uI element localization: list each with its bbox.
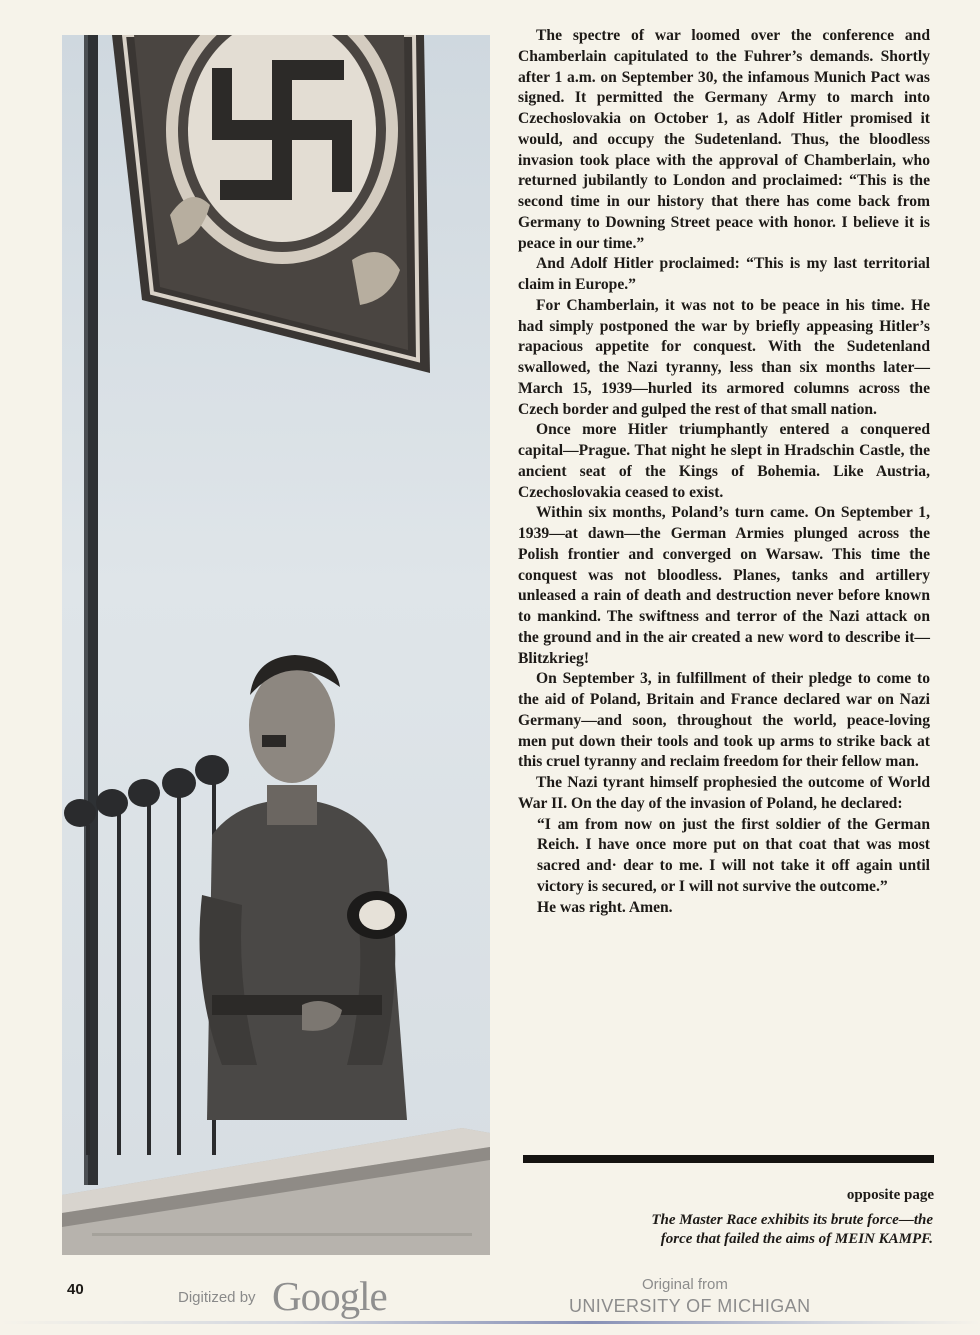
university-label: UNIVERSITY OF MICHIGAN	[569, 1296, 811, 1316]
article-text	[518, 26, 930, 918]
closing-line: He was right. Amen.	[537, 898, 673, 916]
digitized-by-label: Digitized by	[178, 1289, 256, 1306]
original-from-label: Original from	[642, 1276, 728, 1293]
swastika-banner	[112, 35, 430, 373]
google-logo: Google	[272, 1273, 387, 1319]
scan-artifact-line	[0, 1321, 980, 1324]
paragraph-hitler-claim: And Adolf Hitler proclaimed: “This is my last territorial claim in Europe.”	[518, 255, 930, 293]
paragraph-poland: Within six months, Poland’s turn came. On September 1, 1939—at dawn—the German Armies plunged across the Polish frontier and converged on Warsaw. This time the conquest was not bloodless. Planes, tanks and artillery unleased a rain of death and destruction never before known to mankind. The swiftness and terror of the Nazi attack on the ground and in the air created a new word to describe it—Blitzkrieg!	[518, 504, 930, 667]
paragraph-chamberlain: For Chamberlain, it was not to be peace in his time. He had simply postponed the war by briefly appeasing Hitler’s rapacious appetite for conquest. With the Sudetenland swallowed, the Nazi tyranny, less than six months later—March 15, 1939—hurled its armored columns across the Czech border and gulped the rest of that small nation.	[518, 296, 930, 418]
balcony-parapet	[62, 1128, 490, 1255]
paragraph-munich-pact: The spectre of war loomed over the conference and Chamberlain capitulated to the Fuhrer’s demands. Shortly after 1 a.m. on September 30, the infamous Munich Pact was signed. It permitted the Germany Army to march into Czechoslovakia on October 1, as Adolf Hitler promised it would, and occupy the Sudetenland. Thus, the bloodless invasion took place with the approval of Chamberlain, who returned jubilantly to London and proclaimed: “This is the second time in our history that there has come back from Germany to Downing Street peace with honor. I believe it is peace in our time.”	[518, 27, 930, 252]
page-number: 40	[67, 1281, 84, 1298]
hitler-quote: “I am from now on just the first soldier of the German Reich. I have once more put on that coat that was most sacred and· dear to me. I will not take it off again until victory is secured, or I will not survive the outcome.”	[537, 815, 930, 895]
speaker-figure	[200, 655, 408, 1120]
caption-text: The Master Race exhibits its brute force—the force that failed the aims of MEIN KAMPF.	[651, 1212, 933, 1247]
paragraph-prague: Once more Hitler triumphantly entered a conquered capital—Prague. That night he slept in Hradschin Castle, the ancient seat of the Kings of Bohemia. Like Austria, Czechoslovakia ceased to exist.	[518, 421, 930, 501]
caption-heading: opposite page	[846, 1187, 934, 1203]
caption-divider	[523, 1155, 934, 1163]
paragraph-britain-france: On September 3, in fulfillment of their pledge to come to the aid of Poland, Britain and France declared war on Nazi Germany—and soon, throughout the world, peace-loving men put down their tools and took up arms to strike back at this cruel tyranny and reclaim freedom for their fellow man.	[518, 670, 930, 771]
paragraph-prophecy: The Nazi tyrant himself prophesied the outcome of World War II. On the day of the invasion of Poland, he declared:	[518, 774, 930, 812]
hitler-photograph	[62, 35, 490, 1255]
